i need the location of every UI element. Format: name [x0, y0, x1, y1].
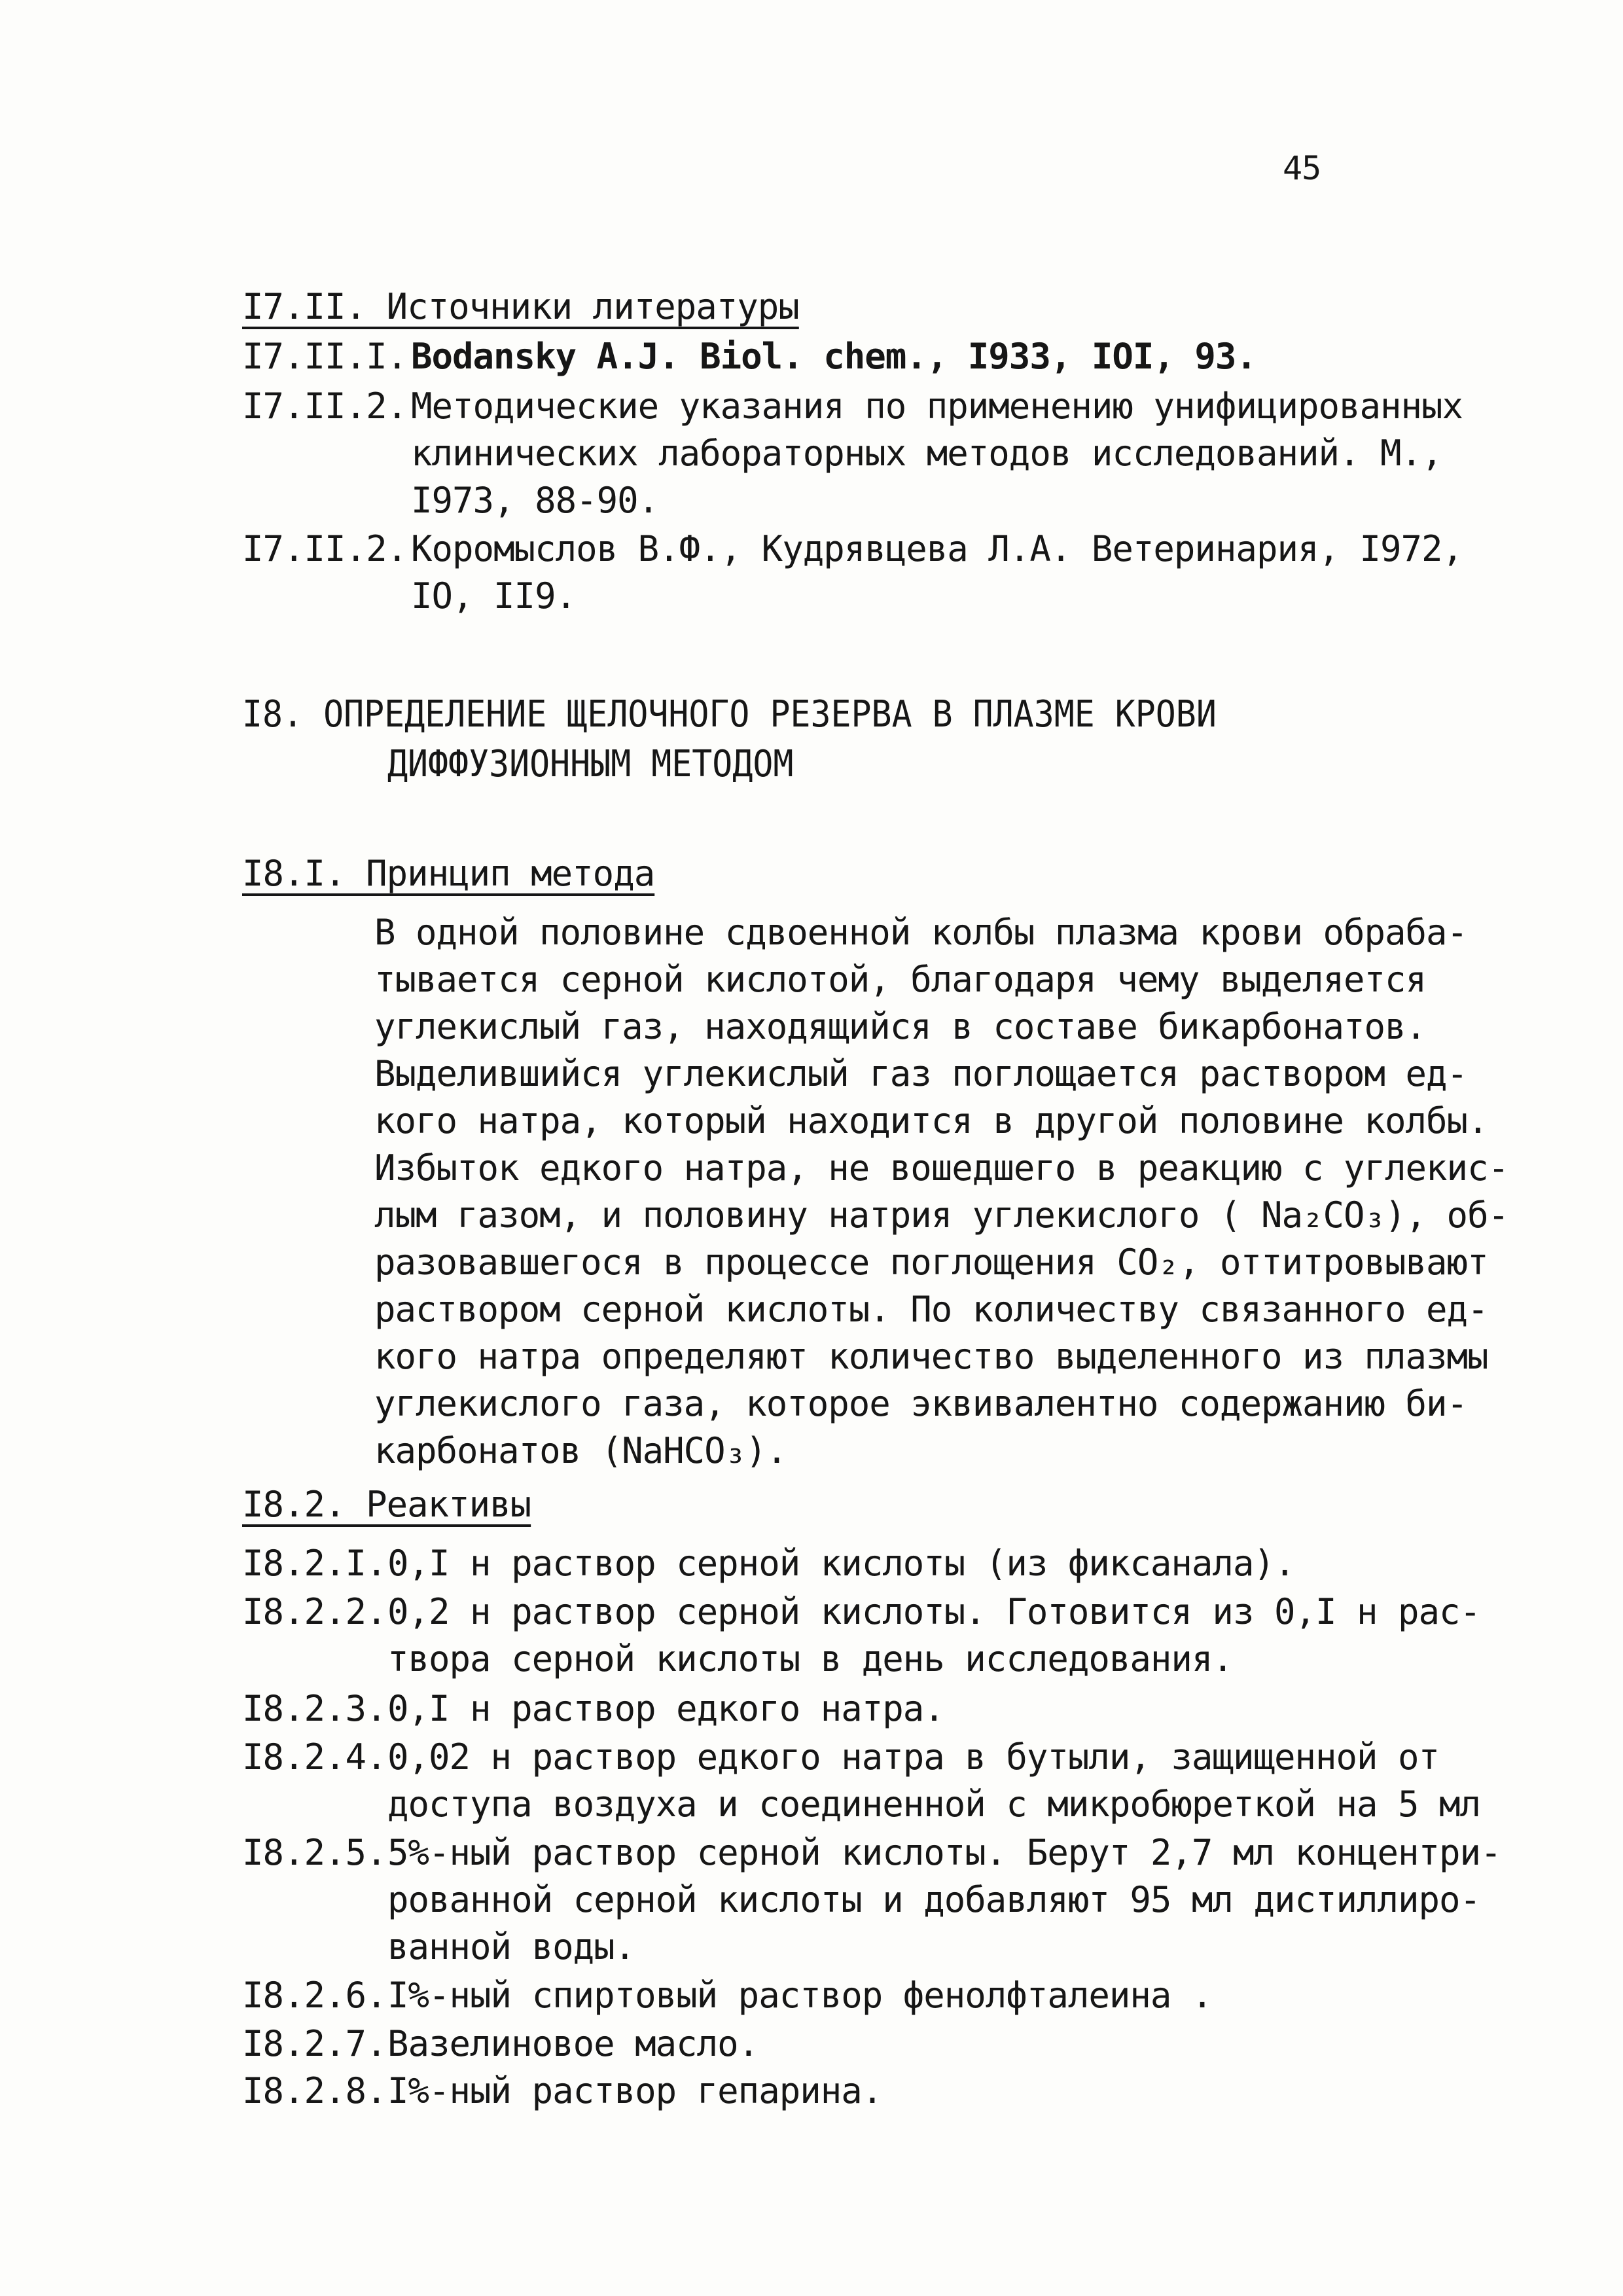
section-18-title-line-2: ДИФФУЗИОННЫМ МЕТОДОМ	[387, 743, 794, 785]
reagent-3-line-1: 0,I н раствор едкого натра.	[387, 1688, 944, 1729]
principle-line-11: углекислого газа, которое эквивалентно содержанию би-	[374, 1383, 1468, 1424]
ref-17-11-3-number: I7.II.2.	[242, 528, 408, 569]
principle-line-4: Выделившийся углекислый газ поглощается раствором ед-	[374, 1053, 1468, 1094]
principle-line-12: карбонатов (NaHCO₃).	[374, 1430, 787, 1471]
principle-line-9: раствором серной кислоты. По количеству связанного ед-	[374, 1289, 1488, 1330]
reagent-7-line-1: Вазелиновое масло.	[387, 2023, 759, 2064]
reagent-5-number: I8.2.5.	[242, 1832, 387, 1873]
principle-line-3: углекислый газ, находящийся в составе бикарбонатов.	[374, 1006, 1427, 1047]
principle-line-7: лым газом, и половину натрия углекислого ( Na₂CO₃), об-	[374, 1194, 1509, 1236]
principle-line-2: тывается серной кислотой, благодаря чему выделяется	[374, 959, 1427, 1000]
reagent-8-line-1: I%-ный раствор гепарина.	[387, 2070, 883, 2111]
section-17-11-heading: I7.II. Источники литературы	[242, 286, 799, 327]
ref-17-11-2-number: I7.II.2.	[242, 386, 408, 427]
reagent-2-line-2: твора серной кислоты в день исследования.	[387, 1638, 1233, 1679]
principle-line-10: кого натра определяют количество выделенного из плазмы	[374, 1336, 1488, 1377]
section-18-2-heading: I8.2. Реактивы	[242, 1484, 531, 1525]
reagent-4-line-2: доступа воздуха и соединенной с микробюреткой на 5 мл	[387, 1784, 1481, 1825]
ref-17-11-1-line-1: Bodansky A.J. Biol. chem., I933, IOI, 93.	[411, 336, 1257, 377]
ref-17-11-1-number: I7.II.I.	[242, 336, 408, 377]
ref-17-11-3-line-2: IO, II9.	[411, 575, 577, 617]
reagent-2-line-1: 0,2 н раствор серной кислоты. Готовится из 0,I н рас-	[387, 1591, 1481, 1632]
reagent-5-line-2: рованной серной кислоты и добавляют 95 мл дистиллиро-	[387, 1879, 1481, 1920]
principle-line-5: кого натра, который находится в другой половине колбы.	[374, 1100, 1488, 1141]
reagent-3-number: I8.2.3.	[242, 1688, 387, 1729]
reagent-5-line-1: 5%-ный раствор серной кислоты. Берут 2,7 мл концентри-	[387, 1832, 1501, 1873]
page-number: 45	[1283, 149, 1321, 187]
principle-line-1: В одной половине сдвоенной колбы плазма крови обраба-	[374, 912, 1468, 953]
reagent-1-number: I8.2.I.	[242, 1543, 387, 1584]
reagent-4-number: I8.2.4.	[242, 1736, 387, 1778]
reagent-2-number: I8.2.2.	[242, 1591, 387, 1632]
reagent-1-line-1: 0,I н раствор серной кислоты (из фиксанала).	[387, 1543, 1295, 1584]
reagent-6-line-1: I%-ный спиртовый раствор фенолфталеина .	[387, 1975, 1213, 2016]
reagent-4-line-1: 0,02 н раствор едкого натра в бутыли, защищенной от	[387, 1736, 1440, 1778]
ref-17-11-3-line-1: Коромыслов В.Ф., Кудрявцева Л.А. Ветеринария, I972,	[411, 528, 1463, 569]
section-18-1-heading: I8.I. Принцип метода	[242, 853, 655, 894]
reagent-8-number: I8.2.8.	[242, 2070, 387, 2111]
principle-line-8: разовавшегося в процессе поглощения CO₂, оттитровывают	[374, 1242, 1488, 1283]
reagent-5-line-3: ванной воды.	[387, 1926, 635, 1967]
section-18-title-line-1: I8. ОПРЕДЕЛЕНИЕ ЩЕЛОЧНОГО РЕЗЕРВА В ПЛАЗМЕ КРОВИ	[242, 693, 1217, 736]
ref-17-11-2-line-2: клинических лабораторных методов исследований. М.,	[411, 433, 1442, 474]
ref-17-11-2-line-3: I973, 88-90.	[411, 480, 659, 521]
reagent-7-number: I8.2.7.	[242, 2023, 387, 2064]
ref-17-11-2-line-1: Методические указания по применению унифицированных	[411, 386, 1463, 427]
principle-line-6: Избыток едкого натра, не вошедшего в реакцию с углекис-	[374, 1147, 1509, 1189]
reagent-6-number: I8.2.6.	[242, 1975, 387, 2016]
